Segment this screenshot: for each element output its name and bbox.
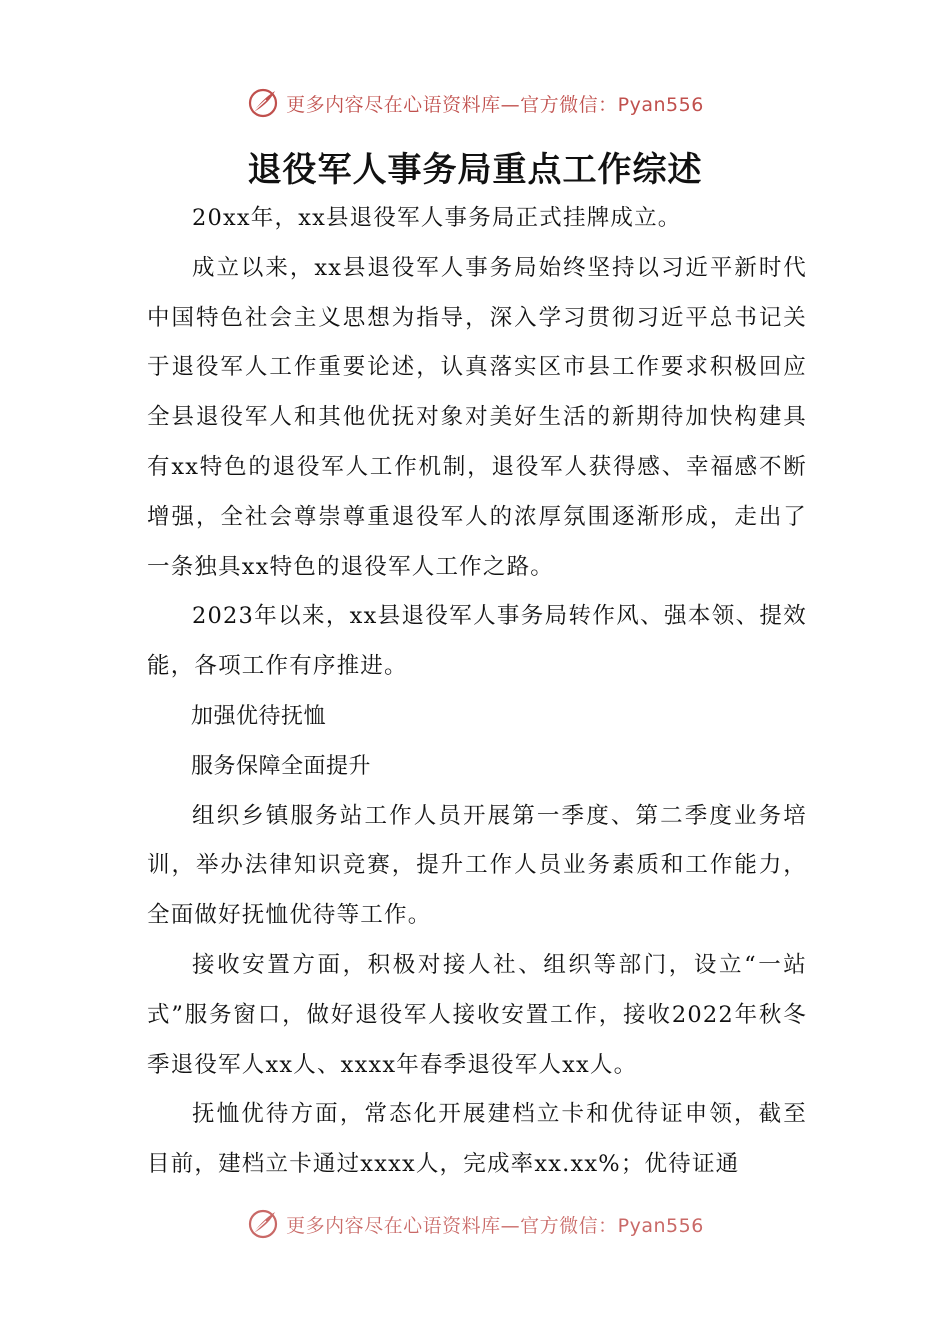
quill-pen-icon — [246, 86, 280, 120]
body-paragraph: 成立以来，xx县退役军人事务局始终坚持以习近平新时代中国特色社会主义思想为指导，深入学习贯彻习近平总书记关于退役军人工作重要论述，认真落实区市县工作要求积极回应全县退役军人和其他优抚对象对美好生活的新期待加快构建具有xx特色的退役军人工作机制，退役军人获得感、幸福感不断增强，全社会尊崇尊重退役军人的浓厚氛围逐渐形成，走出了一条独具xx特色的退役军人工作之路。 — [147, 254, 807, 580]
section-heading: 加强优待抚恤 — [191, 703, 327, 729]
body-paragraph: 20xx年，xx县退役军人事务局正式挂牌成立。 — [192, 205, 682, 231]
watermark-footer — [0, 1206, 950, 1242]
watermark-text: 更多内容尽在心语资料库—官方微信：Pyan556 — [286, 1214, 704, 1237]
body-paragraph: 接收安置方面，积极对接人社、组织等部门，设立“一站式”服务窗口，做好退役军人接收安置工作，接收2022年秋冬季退役军人xx人、xxxx年春季退役军人xx人。 — [147, 951, 807, 1078]
watermark-text: 更多内容尽在心语资料库—官方微信：Pyan556 — [286, 93, 704, 116]
body-paragraph: 组织乡镇服务站工作人员开展第一季度、第二季度业务培训，举办法律知识竞赛，提升工作人员业务素质和工作能力，全面做好抚恤优待等工作。 — [147, 802, 807, 929]
section-subheading: 服务保障全面提升 — [191, 753, 372, 779]
document-title: 退役军人事务局重点工作综述 — [247, 150, 703, 190]
body-paragraph: 抚恤优待方面，常态化开展建档立卡和优待证申领，截至目前，建档立卡通过xxxx人，完成率xx.xx%；优待证通 — [147, 1101, 807, 1178]
quill-pen-icon — [246, 1207, 280, 1241]
document-body — [147, 194, 807, 1190]
body-paragraph: 2023年以来，xx县退役军人事务局转作风、强本领、提效能，各项工作有序推进。 — [147, 603, 807, 680]
watermark-header — [0, 84, 950, 122]
